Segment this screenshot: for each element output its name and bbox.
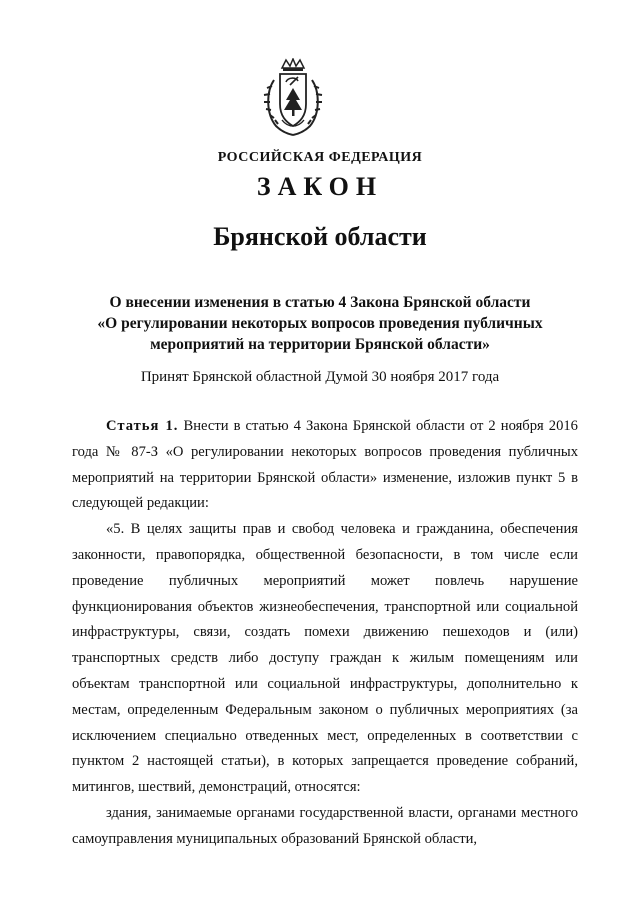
article-intro-text: Внести в статью 4 Закона Брянской области от 2 ноября 2016 года № 87-З «О регулировании некоторых вопросов проведения публичных мероприятий на территории Брянской области» изменение, изложив пункт 5 в следующей редакции: [72, 418, 578, 512]
law-title [0, 292, 640, 355]
coat-of-arms-emblem [262, 58, 324, 138]
law-title-line-3: мероприятий на территории Брянской области» [150, 336, 490, 353]
coat-of-arms-icon [262, 58, 324, 138]
article-label: Статья 1. [106, 418, 179, 434]
country-heading: РОССИЙСКАЯ ФЕДЕРАЦИЯ [217, 150, 423, 165]
item-5-paragraph: «5. В целях защиты прав и свобод человека и гражданина, обеспечения законности, правопорядка, общественной безопасности, в том числе если проведение публичных мероприятий может повлечь нарушение функционирования объектов жизнеобеспечения, транспортной или социальной инфраструктуры, связи, создать помехи движению пешеходов и (или) транспортных средств либо доступу граждан к жилым помещениям или объектам транспортной или социальной инфраструктуры, дополнительно к местам, определенным Федеральным законом о публичных мероприятиях (за исключением специально отведенных мест, определенных в соответствии с пунктом 2 настоящей статьи), в которых запрещается проведение собраний, митингов, шествий, демонстраций, относятся: [72, 521, 578, 796]
law-body [72, 414, 578, 853]
law-title-line-1: О внесении изменения в статью 4 Закона Брянской области [109, 294, 531, 311]
law-title-line-2: «О регулировании некоторых вопросов проведения публичных [97, 315, 543, 332]
article-1-paragraph [72, 414, 578, 517]
buildings-paragraph: здания, занимаемые органами государственной власти, органами местного самоуправления муниципальных образований Брянской области, [72, 804, 578, 847]
region-heading: Брянской области [213, 222, 427, 251]
document-type-heading: ЗАКОН [256, 172, 384, 201]
adoption-statement: Принят Брянской областной Думой 30 ноября 2017 года [140, 369, 500, 385]
